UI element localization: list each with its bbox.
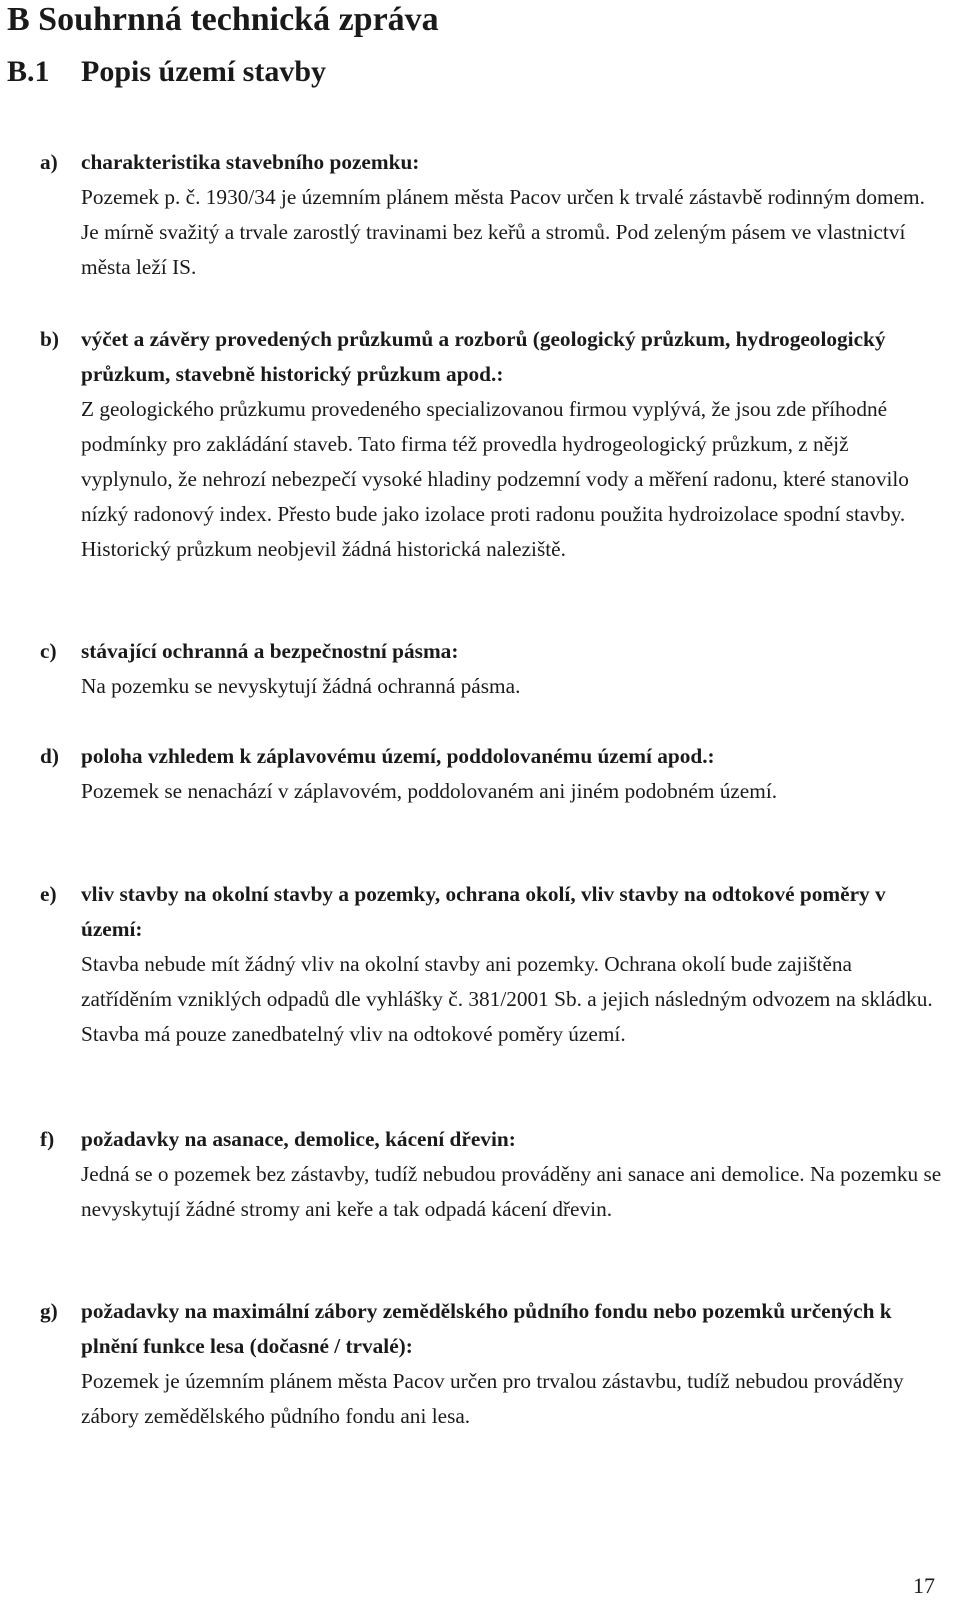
- item-letter: e): [40, 882, 57, 906]
- item-body: Na pozemku se nevyskytují žádná ochranná pásma.: [81, 674, 521, 698]
- item-letter: b): [40, 327, 59, 351]
- section-d: [40, 739, 945, 809]
- section-title: Popis území stavby: [81, 55, 327, 88]
- item-heading: poloha vzhledem k záplavovému území, poddolovanému území apod.:: [81, 744, 715, 768]
- section-e: [40, 877, 945, 1052]
- item-body: Stavba nebude mít žádný vliv na okolní stavby ani pozemky. Ochrana okolí bude zajištěna zatříděním vzniklých odpadů dle vyhlášky č. 381/2001 Sb. a jejich následným odvozem na skládku. Stavba má pouze zanedbatelný vliv na odtokové poměry území.: [81, 952, 933, 1046]
- document-title: B Souhrnná technická zpráva: [7, 1, 439, 38]
- item-heading: stávající ochranná a bezpečnostní pásma:: [81, 639, 459, 663]
- item-heading: požadavky na maximální zábory zemědělského půdního fondu nebo pozemků určených k plnění funkce lesa (dočasné / trvalé):: [81, 1299, 892, 1358]
- section-heading: [7, 54, 326, 90]
- item-body: Pozemek p. č. 1930/34 je územním plánem města Pacov určen k trvalé zástavbě rodinným domem. Je mírně svažitý a trvale zarostlý travinami bez keřů a stromů. Pod zeleným pásem ve vlastnictví města leží IS.: [81, 185, 925, 279]
- item-body: Pozemek je územním plánem města Pacov určen pro trvalou zástavbu, tudíž nebudou prováděny zábory zemědělského půdního fondu ani lesa.: [81, 1369, 904, 1428]
- item-heading: vliv stavby na okolní stavby a pozemky, ochrana okolí, vliv stavby na odtokové poměry v území:: [81, 882, 886, 941]
- section-c: [40, 634, 945, 704]
- item-heading: charakteristika stavebního pozemku:: [81, 150, 420, 174]
- item-body: Z geologického průzkumu provedeného specializovanou firmou vyplývá, že jsou zde příhodné podmínky pro zakládání staveb. Tato firma též provedla hydrogeologický průzkum, z nějž vyplynulo, že nehrozí nebezpečí vysoké hladiny podzemní vody a měření radonu, které stanovilo nízký radonový index. Přesto bude jako izolace proti radonu použita hydroizolace spodní stavby. Historický průzkum neobjevil žádná historická naleziště.: [81, 397, 909, 561]
- item-letter: g): [40, 1299, 58, 1323]
- item-letter: c): [40, 639, 57, 663]
- item-letter: f): [40, 1127, 55, 1151]
- item-body: Pozemek se nenachází v záplavovém, poddolovaném ani jiném podobném území.: [81, 779, 778, 803]
- section-g: [40, 1294, 945, 1434]
- item-letter: d): [40, 744, 59, 768]
- section-number: B.1: [7, 55, 50, 88]
- item-heading: výčet a závěry provedených průzkumů a rozborů (geologický průzkum, hydrogeologický průzkum, stavebně historický průzkum apod.:: [81, 327, 886, 386]
- section-a: [40, 145, 945, 285]
- item-body: Jedná se o pozemek bez zástavby, tudíž nebudou prováděny ani sanace ani demolice. Na pozemku se nevyskytují žádné stromy ani keře a tak odpadá kácení dřevin.: [81, 1162, 942, 1221]
- item-letter: a): [40, 150, 58, 174]
- section-b: [40, 322, 945, 567]
- section-f: [40, 1122, 945, 1227]
- item-heading: požadavky na asanace, demolice, kácení dřevin:: [81, 1127, 516, 1151]
- page-number: 17: [913, 1573, 935, 1598]
